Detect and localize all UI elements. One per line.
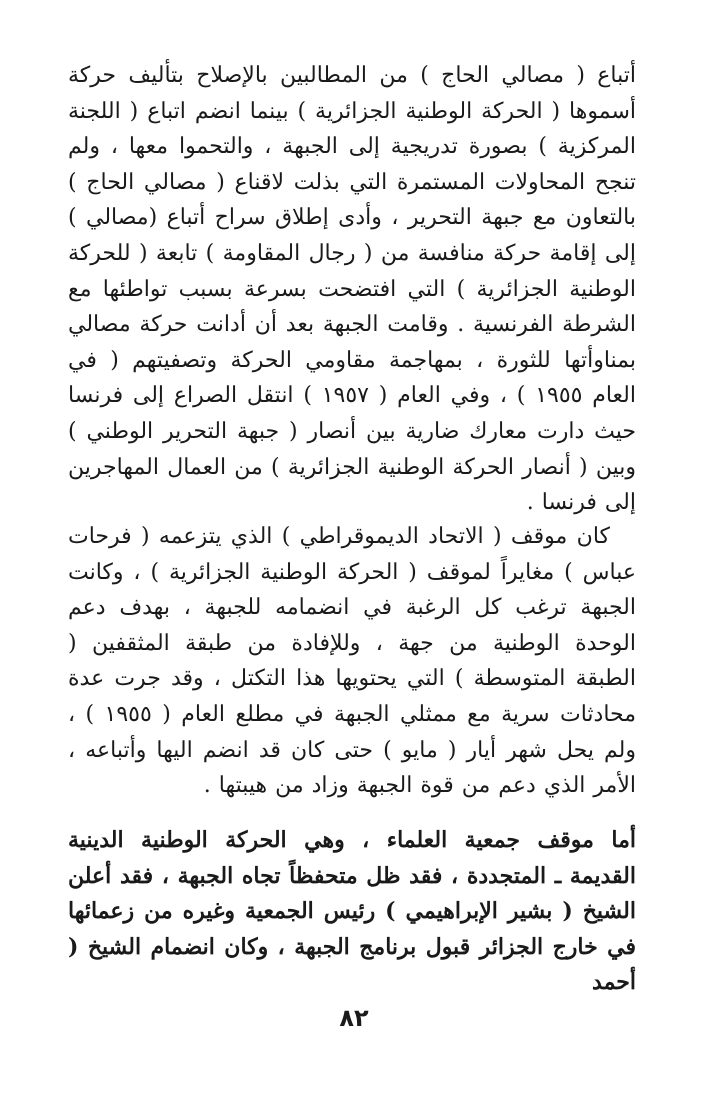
paragraph-2: كان موقف ( الاتحاد الديموقراطي ) الذي يتزعمه ( فرحات عباس ) مغايراً لموقف ( الحركة الوطنية الجزائرية ) ، وكانت الجبهة ترغب كل الرغبة في انضمامه للجبهة ، بهدف دعم الوحدة الوطنية من جهة ، وللإفادة من طبقة المثقفين ( الطبقة المتوسطة ) التي يحتويها هذا التكتل ، وقد جرت عدة محادثات سرية مع ممثلي الجبهة في مطلع العام ( ١٩٥٥ ) ، ولم يحل شهر أيار ( مايو ) حتى كان قد انضم اليها وأتباعه ، الأمر الذي دعم من قوة الجبهة وزاد من هيبتها . (68, 524, 637, 799)
paragraph-3-bold: أما موقف جمعية العلماء ، وهي الحركة الوطنية الدينية القديمة ـ المتجددة ، فقد ظل متحفظاً تجاه الجبهة ، فقد أعلن الشيخ ( بشير الإبراهيمي ) رئيس الجمعية وغيره من زعمائها في خارج الجزائر قبول برنامج الجبهة ، وكان انضمام الشيخ ( أحمد (68, 827, 636, 996)
page-number: ٨٢ (339, 1004, 369, 1032)
paragraph-1: أتباع ( مصالي الحاج ) من المطالبين بالإصلاح بتأليف حركة أسموها ( الحركة الوطنية الجزائرية ) بينما انضم اتباع ( اللجنة المركزية ) بصورة تدريجية إلى الجبهة ، والتحموا معها ، ولم تنجح المحاولات المستمرة التي بذلت لاقناع ( مصالي الحاج ) بالتعاون مع جبهة التحرير ، وأدى إطلاق سراح أتباع (مصالي ) إلى إقامة حركة منافسة من ( رجال المقاومة ) تابعة ( للحركة الوطنية الجزائرية ) التي افتضحت بسرعة بسبب تواطئها مع الشرطة الفرنسية . وقامت الجبهة بعد أن أدانت حركة مصالي بمناوأتها للثورة ، بمهاجمة مقاومي الحركة وتصفيتهم ( في العام ١٩٥٥ ) ، وفي العام ( ١٩٥٧ ) انتقل الصراع إلى فرنسا حيث دارت معارك ضارية بين أنصار ( جبهة التحرير الوطني ) وبين ( أنصار الحركة الوطنية الجزائرية ) من العمال المهاجرين إلى فرنسا . (68, 63, 636, 516)
